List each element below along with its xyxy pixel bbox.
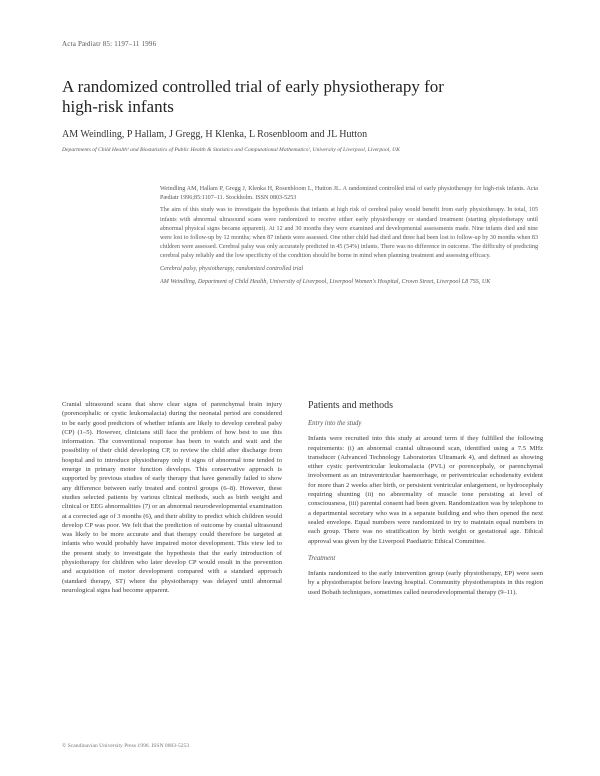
introduction-text: Cranial ultrasound scans that show clear signs of parenchymal brain injury (porencephalic or cystic leukomalacia) during the neonatal period are considered to be early good predictors of whether infants are likely to develop cerebral palsy (CP) (1–5). However, clinicians still face the problem of how best to use this information. The conventional response has been to watch and wait and the possibility of their child developing CP, to review the child after discharge from hospital and to introduce physiotherapy only if signs of abnormal tone tended to emerge in primary motor function develops. This conservative approach is supported by previous studies of early therapy that have generally failed to show any difference between early treated and control groups (6–8). However, these studies selected patients by various clinical methods, such as birth weight and clinical or EEG abnormalities (7) or an abnormal neurodevelopmental examination at a corrected age of 3 months (6), and their ability to predict which children would develop CP was poor. We felt that the prediction of outcome by cranial ultrasound was likely to be more accurate and that therapy could therefore be targeted at infants who would probably have impaired motor development. This view led to the present study to investigate the hypothesis that the early introduction of physiotherapy for children who later develop CP would result in the prevention and acquisition of motor development compared with a standard approach (standard therapy, ST) where the physiotherapy was delayed until abnormal neurological signs had become apparent. xyxy=(62,401,282,594)
abstract-citation: Weindling AM, Hallam P, Gregg J, Klenka H, Rosenbloom L, Hutton JL. A randomized controlled trial of early physiotherapy for high-risk infants. Acta Pædiatr 1996;85:1107–11. Stockholm. ISSN 0803-5253 xyxy=(160,186,538,202)
correspondence-address: AM Weindling, Department of Child Health, University of Liverpool, Liverpool Women's Hospital, Crown Street, Liverpool L8 7SS, UK xyxy=(160,278,491,285)
methods-column xyxy=(308,400,543,605)
entry-text: Infants were recruited into this study at around term if they fulfilled the following requirements: (i) an abnormal cranial ultrasound scan, identified using a 7.5 MHz transducer (Advanced Technology Laboratories Ultramark 4), and defined as showing either cystic periventricular leukomalacia (PVL) or porencephaly, or parenchymal involvement as an intraventricular haemorrhage, or periventricular echodensity evident for more than 2 weeks after birth, or persistent ventricular enlargement, or hydrocephaly requiring shunting (ii) no abnormality of muscle tone persisting at level of consciousness, (iii) parental consent had been given. Randomization was by telephone to a departmental secretary who was in a separate building and who then opened the next sealed envelope. Equal numbers were randomized to try to maintain equal numbers in each group. There was no stratification by birth weight or gestational age. Ethical approval was given by the Liverpool Paediatric Ethical Committee. xyxy=(308,435,543,545)
article-title: A randomized controlled trial of early physiotherapy for high-risk infants xyxy=(62,77,444,116)
abstract-keywords: Cerebral palsy, physiotherapy, randomized controlled trial xyxy=(160,265,304,272)
running-head: Acta Pædiatr 85: 1197–11 1996 xyxy=(62,40,157,48)
treatment-text: Infants randomized to the early intervention group (early physiotherapy, EP) were seen by a physiotherapist before leaving hospital. Community physiotherapists in this region used Bobath techniques, sometimes called neurodevelopmental therapy (9–11). xyxy=(308,570,543,596)
methods-heading: Patients and methods xyxy=(308,400,393,411)
copyright-footer: © Scandinavian University Press 1996. ISSN 0803-5253 xyxy=(62,743,190,749)
affiliations: Departments of Child Health¹ and Biostatistics of Public Health & Statistics and Computational Mathematics², University of Liverpool, Liverpool, UK xyxy=(62,147,400,153)
author-list: AM Weindling, P Hallam, J Gregg, H Klenka, L Rosenbloom and JL Hutton xyxy=(62,129,368,140)
abstract-body: The aim of this study was to investigate the hypothesis that infants at high risk of cerebral palsy would benefit from early physiotherapy. In total, 105 infants with abnormal ultrasound scans were randomized to receive either early physiotherapy or standard treatment (starting physiotherapy until abnormal physical signs became apparent). At 12 and 30 months they were examined and developmental assessments made. Nine infants died and nine were lost to follow-up by 12 months; when 87 infants were assessed. One other child had died and three had been lost to follow-up by 30 months when 83 children were assessed. Cerebral palsy was only accurately predicted in 45 (54%) infants. There was no difference in outcome. The difficulty of predicting cerebral palsy reliably and the low specificity of the condition should be borne in mind when planning treatment and assessing efficacy. xyxy=(160,207,538,260)
treatment-subheading: Treatment xyxy=(308,554,336,562)
abstract-block xyxy=(160,185,538,290)
entry-subheading: Entry into the study xyxy=(308,420,362,427)
